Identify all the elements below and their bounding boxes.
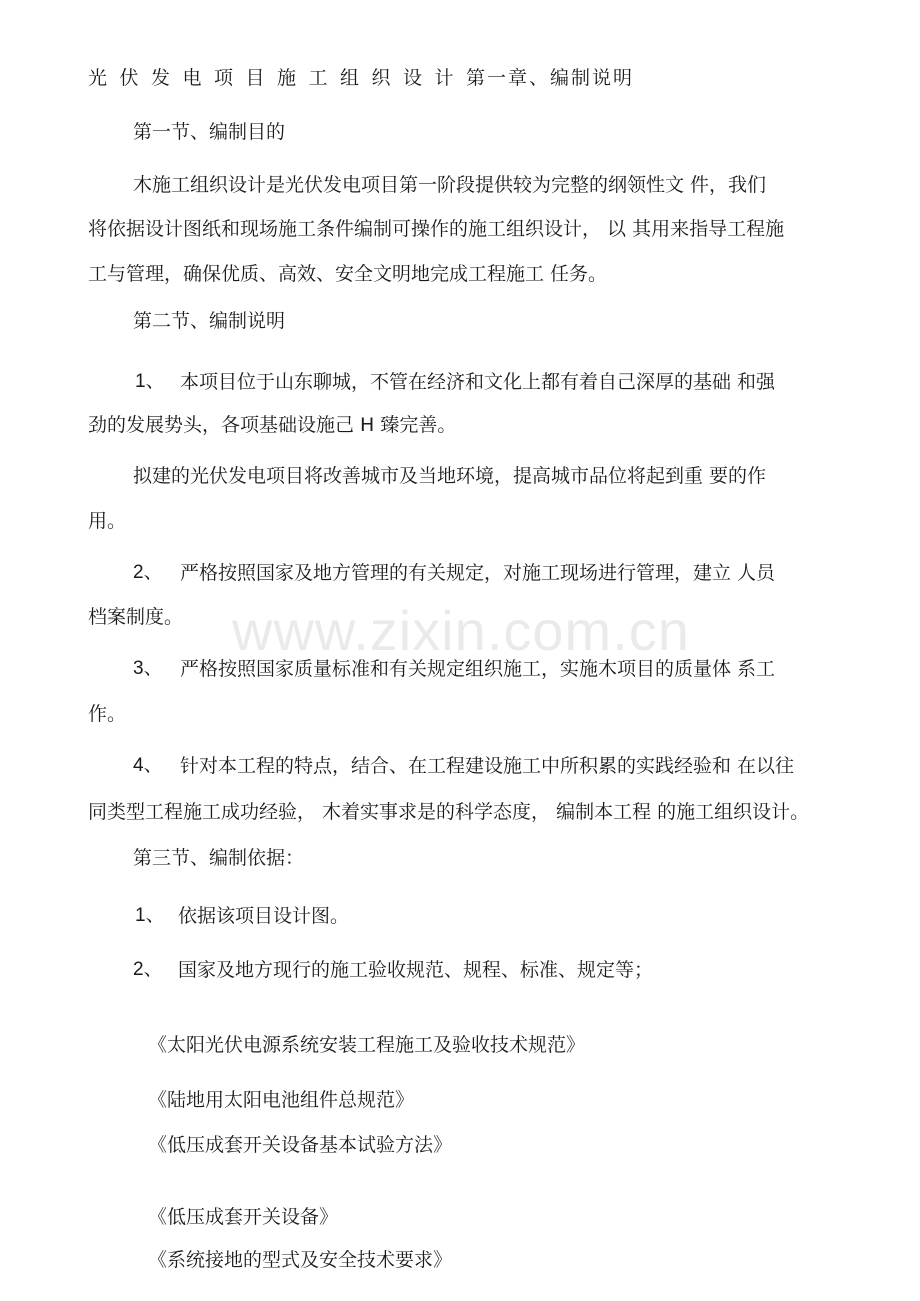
list-item-text: 严格按照国家质量标准和有关规定组织施工，实施木项目的质量体 系工	[180, 658, 776, 680]
paragraph-line: 将依据设计图纸和现场施工条件编制可操作的施工组织设计， 以 其用来指导工程施	[88, 218, 785, 240]
list-item-text: 档案制度。	[88, 606, 184, 628]
title-chapter: 第一章、编制说明	[466, 67, 635, 89]
standard-reference: 《太阳光伏电源系统安装工程施工及验收技术规范》	[148, 1034, 586, 1056]
document-title	[88, 66, 634, 90]
paragraph-line: 拟建的光伏发电项目将改善城市及当地环境，提高城市品位将起到重 要的作	[133, 465, 767, 487]
list-number: 2、	[133, 959, 163, 980]
title-main: 光伏发电项目施工组织设计	[88, 67, 467, 89]
section-heading: 第一节、编制目的	[133, 121, 286, 143]
list-number: 1、	[135, 905, 165, 926]
list-number: 4、	[133, 755, 163, 776]
list-item-text: 国家及地方现行的施工验收规范、规程、标准、规定等；	[178, 959, 654, 981]
standard-reference: 《陆地用太阳电池组件总规范》	[148, 1089, 415, 1111]
paragraph-line: 用。	[88, 510, 127, 532]
paragraph-line: 木施工组织设计是光伏发电项目第一阶段提供较为完整的纲领性文 件，我们	[133, 174, 767, 196]
section-heading: 第二节、编制说明	[133, 310, 286, 332]
list-item-text: 依据该项目设计图。	[178, 905, 350, 927]
list-item-text: 同类型工程施工成功经验， 木着实事求是的科学态度， 编制本工程 的施工组织设计。	[88, 801, 810, 823]
watermark: www.zixin.com.cn	[232, 599, 690, 662]
list-item-text: 严格按照国家及地方管理的有关规定，对施工现场进行管理，建立 人员	[180, 562, 776, 584]
section-heading: 第三节、编制依据：	[133, 847, 305, 869]
list-item-text: 作。	[88, 703, 127, 725]
list-item-text: 劲的发展势头，各项基础设施己 H 臻完善。	[88, 414, 457, 436]
paragraph-line: 工与管理，确保优质、高效、安全文明地完成工程施工 任务。	[88, 263, 608, 285]
list-item-text: 本项目位于山东聊城，不管在经济和文化上都有着自己深厚的基础 和强	[180, 371, 776, 393]
standard-reference: 《系统接地的型式及安全技术要求》	[148, 1249, 453, 1271]
standard-reference: 《低压成套开关设备基本试验方法》	[148, 1134, 453, 1156]
list-number: 1、	[135, 371, 165, 392]
list-number: 3、	[133, 658, 163, 679]
list-number: 2、	[133, 562, 163, 583]
list-item-text: 针对本工程的特点，结合、在工程建设施工中所积累的实践经验和 在以往	[180, 755, 795, 777]
standard-reference: 《低压成套开关设备》	[148, 1206, 339, 1228]
